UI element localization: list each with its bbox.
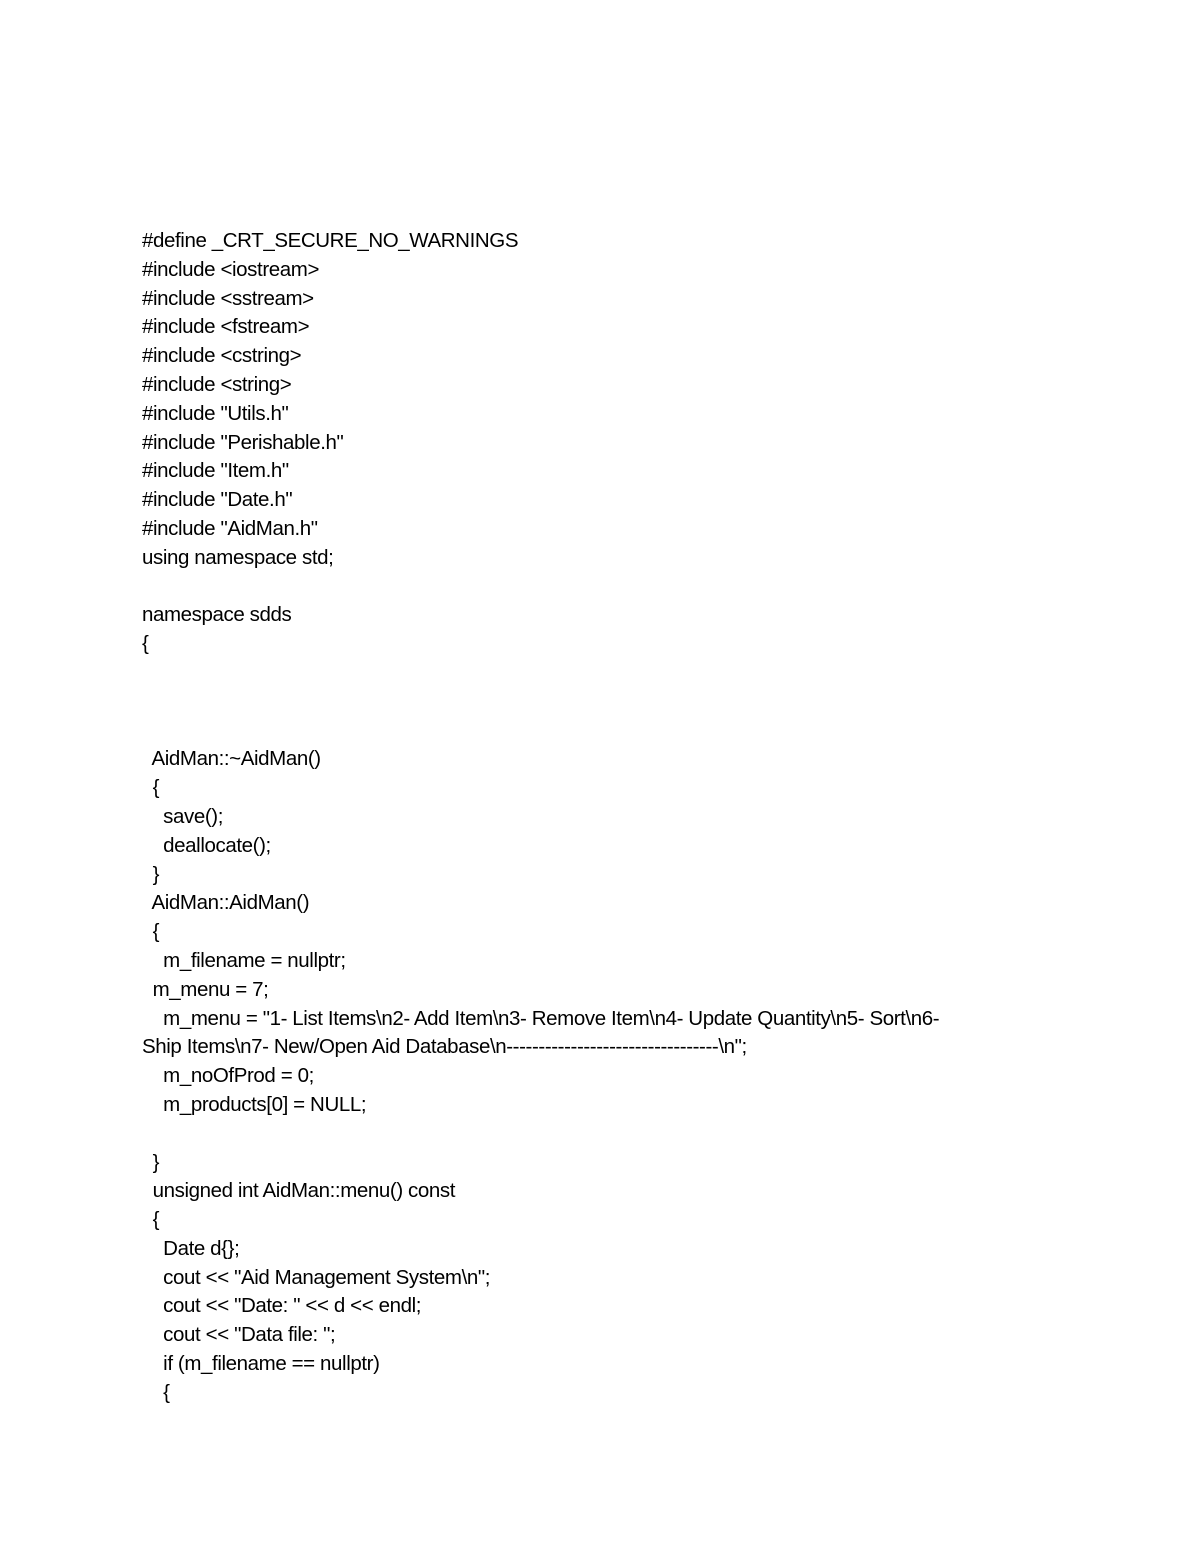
code-line: #include "AidMan.h": [142, 516, 318, 540]
code-line: #include "Perishable.h": [142, 430, 344, 454]
code-line: #include "Utils.h": [142, 401, 289, 425]
blank-line: [142, 717, 1142, 746]
code-line: }: [142, 1150, 160, 1174]
code-line: unsigned int AidMan::menu() const: [142, 1179, 456, 1203]
code-line: AidMan::AidMan(): [142, 891, 310, 915]
code-line: cout << "Aid Management System\n";: [142, 1265, 491, 1289]
blank-line: [142, 573, 1142, 602]
code-line: if (m_filename == nullptr): [142, 1352, 380, 1376]
code-line: cout << "Data file: ";: [142, 1323, 336, 1347]
blank-line: [142, 659, 1142, 688]
code-line: namespace sdds: [142, 603, 292, 627]
code-line: #define _CRT_SECURE_NO_WARNINGS: [142, 229, 519, 252]
code-line: #include <sstream>: [142, 286, 314, 310]
code-line: cout << "Date: " << d << endl;: [142, 1294, 422, 1318]
code-line: {: [142, 920, 160, 944]
code-line: }: [142, 862, 160, 886]
code-line: #include "Item.h": [142, 459, 289, 483]
code-line: #include <cstring>: [142, 344, 302, 368]
code-line: Date d{};: [142, 1236, 240, 1260]
code-line: using namespace std;: [142, 545, 334, 569]
code-line: AidMan::~AidMan(): [142, 747, 321, 771]
code-line: #include "Date.h": [142, 488, 293, 512]
code-line: m_menu = 7;: [142, 977, 269, 1001]
code-line: {: [142, 1380, 170, 1404]
code-line: #include <iostream>: [142, 257, 320, 281]
code-line: #include <string>: [142, 372, 292, 396]
code-line: {: [142, 632, 149, 656]
blank-line: [142, 1120, 1142, 1149]
code-line: #include <fstream>: [142, 315, 310, 339]
code-line: deallocate();: [142, 833, 271, 857]
code-line: m_products[0] = NULL;: [142, 1092, 367, 1116]
code-line: Ship Items\n7- New/Open Aid Database\n---------------------------------\n";: [142, 1035, 747, 1059]
code-line: {: [142, 1208, 160, 1232]
blank-line: [142, 688, 1142, 717]
code-listing: [142, 227, 1142, 1408]
code-line: save();: [142, 804, 224, 828]
code-line: m_menu = "1- List Items\n2- Add Item\n3- Remove Item\n4- Update Quantity\n5- Sort\n6-: [142, 1006, 940, 1030]
code-line: {: [142, 776, 160, 800]
code-line: m_filename = nullptr;: [142, 948, 346, 972]
code-line: m_noOfProd = 0;: [142, 1064, 314, 1088]
